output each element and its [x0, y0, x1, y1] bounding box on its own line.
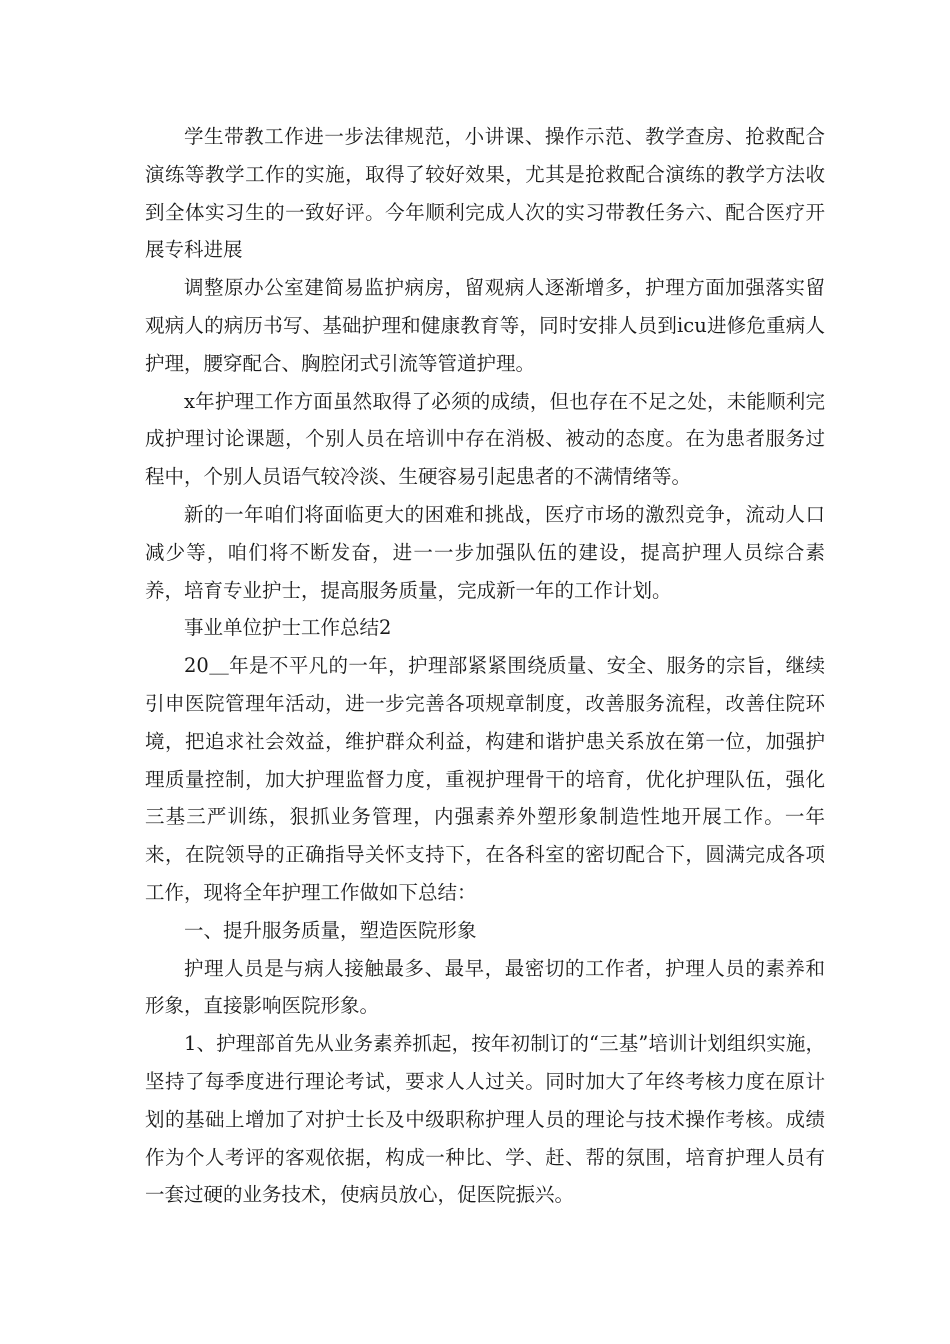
- paragraph-shortcomings: x年护理工作方面虽然取得了必须的成绩，但也存在不足之处，未能顺利完成护理讨论课题，个别人员在培训中存在消极、被动的态度。在为患者服务过程中，个别人员语气较冷淡、生硬容易引起患者的不满情绪等。: [145, 389, 825, 489]
- paragraph-teaching: 学生带教工作进一步法律规范，小讲课、操作示范、教学查房、抢救配合演练等教学工作的实施，取得了较好效果，尤其是抢救配合演练的教学方法收到全体实习生的一致好评。今年顺利完成人次的实习带教任务六、配合医疗开展专科进展: [145, 125, 825, 262]
- paragraph-nurse-image: 护理人员是与病人接触最多、最早，最密切的工作者，护理人员的素养和形象，直接影响医院形象。: [145, 956, 825, 1018]
- section-title: 事业单位护士工作总结2: [184, 616, 392, 640]
- paragraph-training-plan: 1、护理部首先从业务素养抓起，按年初制订的“三基”培训计划组织实施，坚持了每季度进行理论考试，要求人人过关。同时加大了年终考核力度在原计划的基础上增加了对护士长及中级职称护理人员的理论与技术操作考核。成绩作为个人考评的客观依据，构成一种比、学、赶、帮的氛围，培育护理人员有一套过硬的业务技术，使病员放心，促医院振兴。: [145, 1032, 825, 1207]
- paragraph-monitoring-ward: 调整原办公室建简易监护病房，留观病人逐渐增多，护理方面加强落实留观病人的病历书写、基础护理和健康教育等，同时安排人员到icu进修危重病人护理，腰穿配合、胸腔闭式引流等管道护理。: [145, 276, 825, 375]
- paragraph-year-overview: 20＿年是不平凡的一年，护理部紧紧围绕质量、安全、服务的宗旨，继续引申医院管理年活动，进一步完善各项规章制度，改善服务流程，改善住院环境，把追求社会效益，维护群众利益，构建和谐护患关系放在第一位，加强护理质量控制，加大护理监督力度，重视护理骨干的培育，优化护理队伍，强化三基三严训练，狠抓业务管理，内强素养外塑形象制造性地开展工作。一年来，在院领导的正确指导关怀支持下，在各科室的密切配合下，圆满完成各项工作，现将全年护理工作做如下总结：: [145, 654, 825, 904]
- section-heading-service-quality: 一、提升服务质量，塑造医院形象: [184, 918, 477, 942]
- paragraph-new-year-plan: 新的一年咱们将面临更大的困难和挑战，医疗市场的激烈竞争，流动人口减少等，咱们将不断发奋，进一一步加强队伍的建设，提高护理人员综合素养，培育专业护士，提高服务质量，完成新一年的工作计划。: [145, 502, 825, 602]
- document-body: [145, 118, 825, 1214]
